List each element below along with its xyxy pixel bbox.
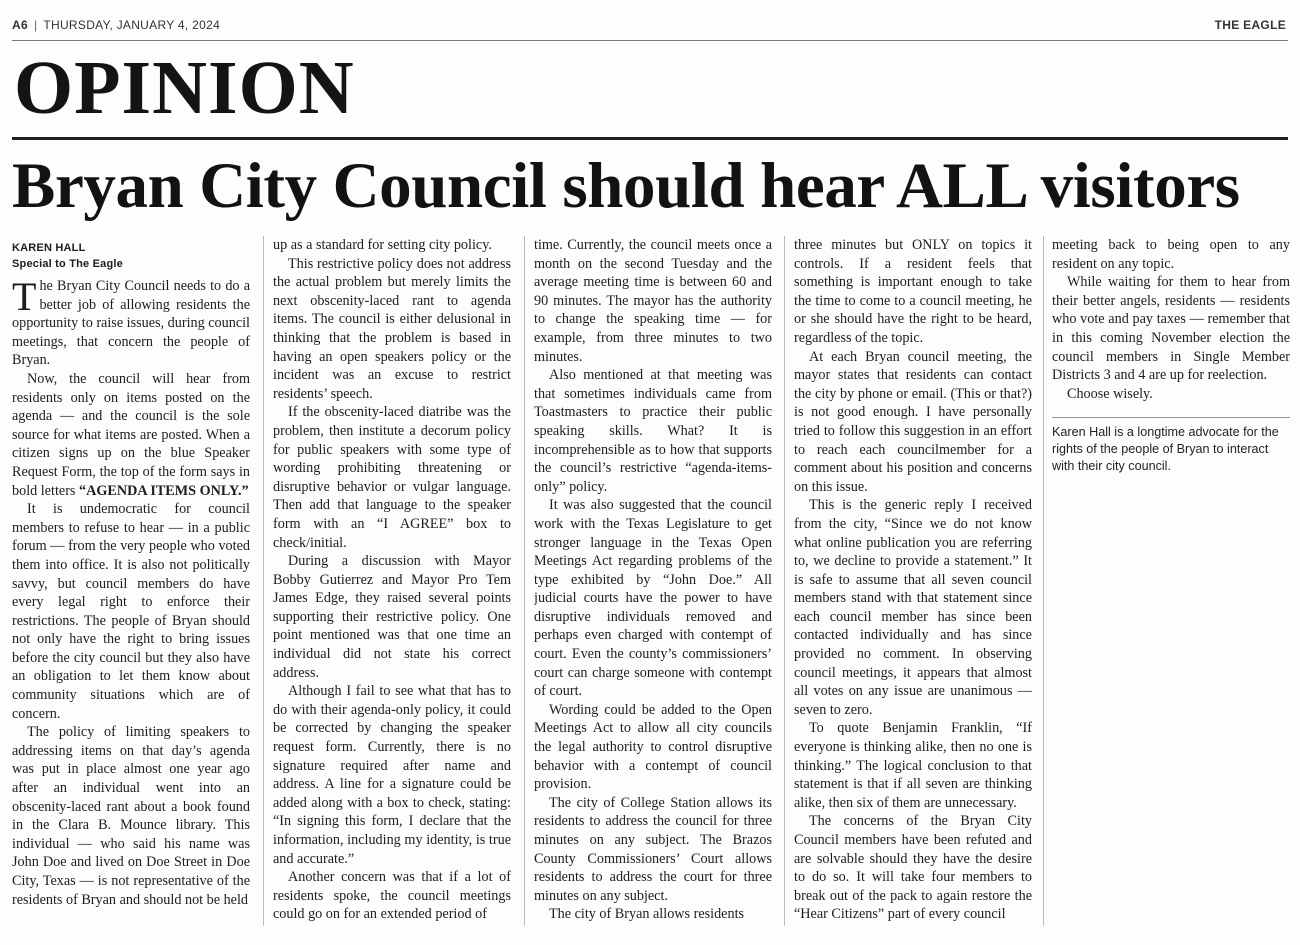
article-paragraph: Choose wisely. [1067, 385, 1153, 402]
byline-author: KAREN HALL [12, 242, 86, 254]
article-paragraph: three minutes but ONLY on topics it controls. If a resident feels that something is important enough to take the time to come to a council meeting, he or she should have the right to be heard, regardless of the topic. [794, 237, 1032, 346]
byline-role: Special to The Eagle [12, 258, 123, 270]
article-column-2 [273, 236, 511, 926]
article-paragraph: If the obscenity-laced diatribe was the problem, then institute a decorum policy for public speakers with some type of wording prohibiting threatening or disruptive behavior or vulgar language. Then add that language to the speaker form with an “I AGREE” box to check/initial. [273, 404, 511, 551]
author-tagline: Karen Hall is a longtime advocate for the rights of the people of Bryan to interact with their city council. [1052, 417, 1290, 475]
article-paragraph: Although I fail to see what that has to do with their agenda-only policy, it could be corrected by changing the speaker request form. Currently, there is no signature required after name and address. A line for a signature could be added along with a box to check, stating: “In signing this form, I declare that the information, including my identity, is true and accurate.” [273, 683, 511, 867]
page-folio [12, 18, 1288, 38]
article-paragraph: During a discussion with Mayor Bobby Gutierrez and Mayor Pro Tem James Edge, they raised several points supporting their restrictive policy. One point mentioned was that one time an individual did not state his correct address. [273, 553, 511, 681]
article-column-3 [534, 236, 772, 926]
article-paragraph: Another concern was that if a lot of residents spoke, the council meetings could go on for an extended period of [273, 869, 511, 923]
article-paragraph: The city of College Station allows its residents to address the council for three minutes on any subject. The Brazos County Commissioners’ Court allows residents to address the court for three minutes on any subject. [534, 794, 772, 904]
article-paragraph: The city of Bryan allows residents [549, 906, 745, 923]
article-paragraph: This restrictive policy does not address the actual problem but merely limits the next obscenity-laced rant to agenda items. The council is either delusional in thinking that the problem is based in having an open speakers policy or the incident was an excuse to restrict residents’ speech. [273, 255, 511, 402]
article-headline: Bryan City Council should hear ALL visitors [12, 150, 1240, 222]
article-paragraph: While waiting for them to hear from their better angels, residents — residents who vote and pay taxes — remember that in this coming November election the council members in Single Member Districts 3 and 4 are up for reelection. [1052, 274, 1290, 384]
article-paragraph: To quote Benjamin Franklin, “If everyone is thinking alike, then no one is thinking.” The logical conclusion to that statement is that if all seven are thinking alike, then six of them are unnecessary. [794, 720, 1032, 811]
article-paragraph: It is undemocratic for council members to refuse to hear — in a public forum — from the very people who voted them into office. It is also not politically savvy, but council members do have every legal right to enforce their restrictions. The people of Bryan should not only have the right to bring issues before the city council but they also have an obligation to let them know about community situations which are of concern. [12, 501, 250, 722]
article-paragraph: The concerns of the Bryan City Council members have been refuted and are solvable should they have the desire to do so. It will take four members to break out of the pack to again restore the “Hear Citizens” part of every council [794, 813, 1032, 923]
article-column-1 [12, 236, 250, 926]
article-paragraph: Wording could be added to the Open Meetings Act to allow all city councils the legal authority to control disruptive behavior with a contempt of council provision. [534, 701, 772, 793]
article-paragraph: Also mentioned at that meeting was that sometimes individuals came from Toastmasters to practice their public speaking skills. What? It is incomprehensible as to how that supports the council’s restrictive “agenda-items-only” policy. [534, 367, 772, 495]
article-paragraph: At each Bryan council meeting, the mayor states that residents can contact the city by phone or email. (This or that?) is not good enough. I have personally tried to follow this suggestion in an effort to reach each councilmember for a comment about his position and concerns on this issue. [794, 348, 1032, 495]
folio-separator: | [33, 18, 38, 32]
article-paragraph: The policy of limiting speakers to addressing items on that day’s agenda was put in place almost one year ago after an individual went into an obscenity-laced rant about a book found in the Clara B. Mounce library. This individual — who said his name was John Doe and lived on Doe Street in Doe City, Texas — is not representative of the residents of Bryan and should not be held [12, 724, 250, 908]
publication-name: THE EAGLE [1214, 18, 1286, 32]
article-column-5 [1052, 236, 1290, 926]
article-paragraph: The Bryan City Council needs to do a better job of allowing residents the opportunity to raise issues, during council meetings, that concern the people of Bryan. [12, 274, 250, 369]
bold-emphasis: “AGENDA ITEMS ONLY.” [78, 482, 249, 499]
article-column-4 [794, 236, 1032, 926]
article-paragraph: This is the generic reply I received from the city, “Since we do not know what online publication you are referring to, we decline to provide a statement.” It is safe to assume that all seven council members stand with that statement since each council member has since been contacted individually and has since provided no comment. In observing council meetings, it appears that almost all votes on any issue are unanimous — seven to zero. [794, 497, 1032, 718]
article-paragraph: meeting back to being open to any resident on any topic. [1052, 237, 1290, 272]
top-rule [12, 40, 1288, 41]
article-paragraph: It was also suggested that the council work with the Texas Legislature to get stronger language in the Texas Open Meetings Act regarding problems of the type exhibited by “John Doe.” All judicial courts have the power to have disruptive individuals removed and perhaps even charged with contempt of court. Even the county’s commissioners’ court can charge someone with contempt of court. [534, 497, 772, 700]
section-rule [12, 137, 1288, 140]
issue-date: THURSDAY, JANUARY 4, 2024 [43, 18, 221, 32]
drop-cap: T [12, 274, 37, 319]
article-paragraph: up as a standard for setting city policy. [273, 237, 492, 253]
article-body [12, 236, 1288, 926]
page-number: A6 [12, 18, 28, 32]
article-paragraph: Now, the council will hear from residents only on items posted on the agenda — and the council is the sole source for what items are posted. When a citizen signs up on the blue Speaker Request Form, the top of the form says in bold letters “AGENDA ITEMS ONLY.” [12, 370, 250, 499]
section-title: OPINION [14, 46, 355, 130]
article-paragraph: time. Currently, the council meets once a month on the second Tuesday and the average meeting time is between 60 and 90 minutes. The mayor has the authority to change the speaking time — for example, from three minutes to two minutes. [534, 237, 772, 365]
